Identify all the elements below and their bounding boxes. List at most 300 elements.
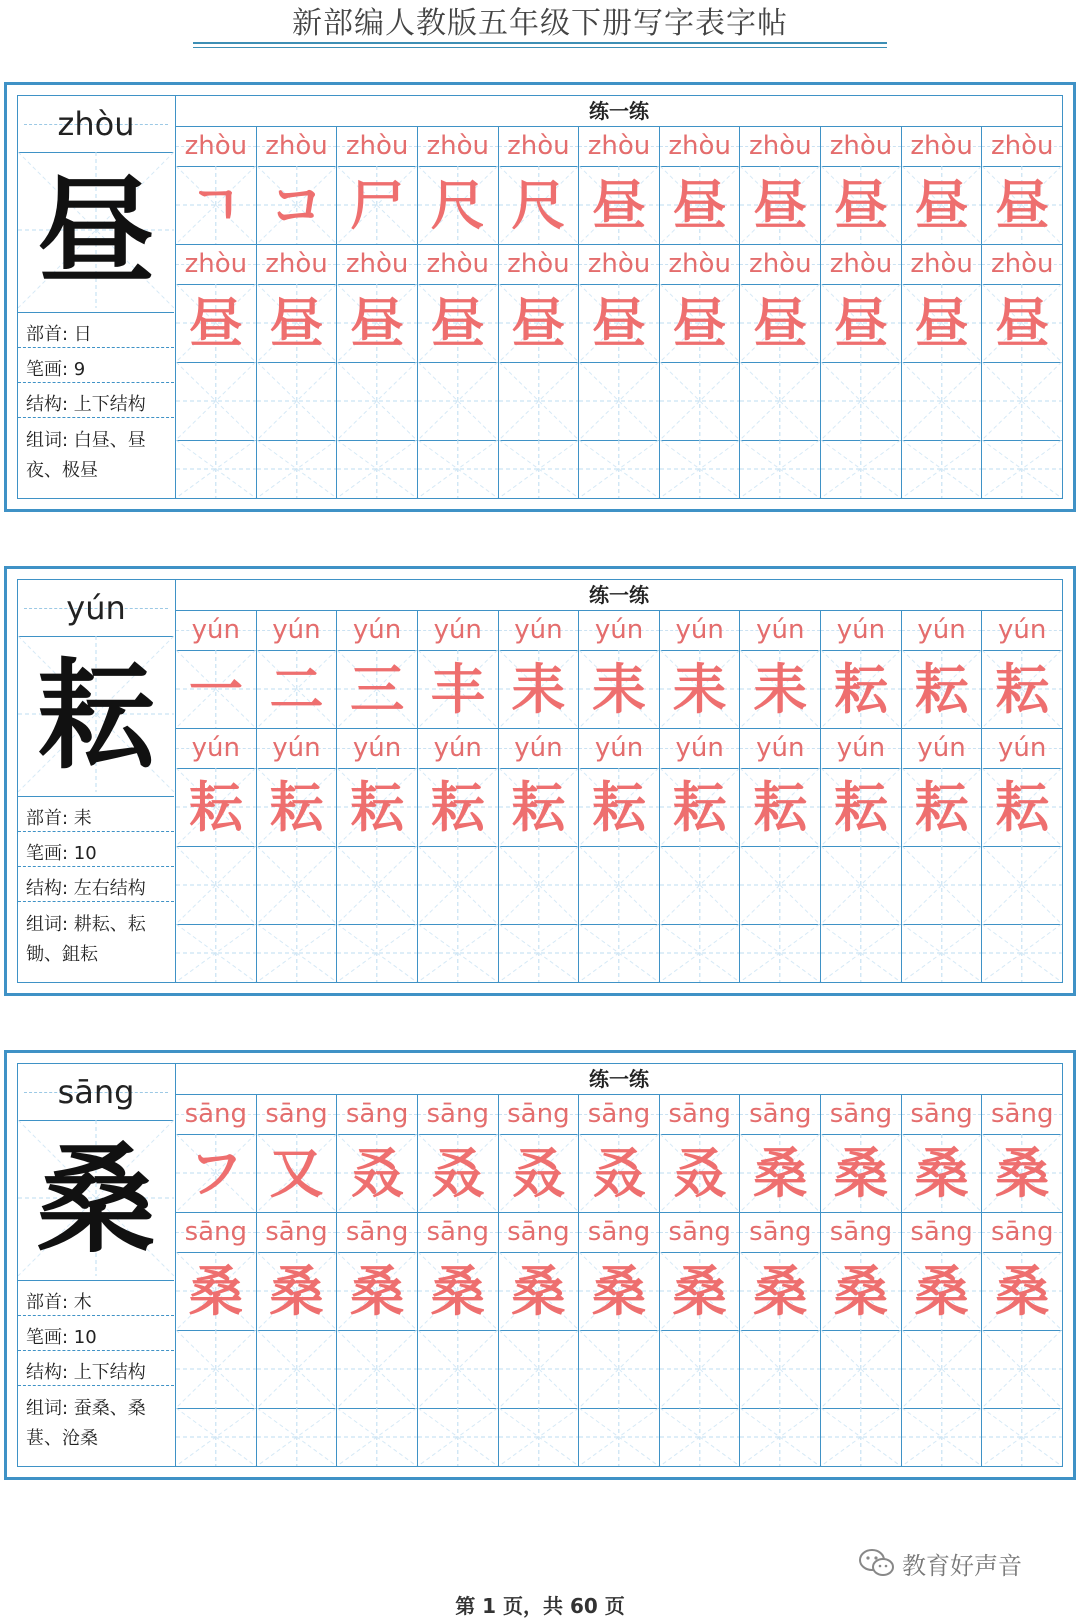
wechat-icon bbox=[858, 1548, 896, 1578]
writing-cell[interactable] bbox=[579, 440, 660, 498]
trace-char: 桑 bbox=[995, 1259, 1050, 1323]
stroke-step-char: 又 bbox=[269, 1141, 324, 1205]
trace-char: 昼 bbox=[430, 291, 485, 355]
stroke-step-char: 耘 bbox=[833, 657, 888, 721]
writing-cell[interactable] bbox=[418, 768, 499, 846]
writing-cell[interactable] bbox=[821, 166, 902, 244]
pinyin-cell bbox=[418, 1094, 499, 1134]
trace-char: 昼 bbox=[592, 291, 647, 355]
stroke-step-char: 昼 bbox=[914, 173, 969, 237]
pinyin-text: sāng bbox=[910, 1099, 973, 1129]
pinyin-text: zhòu bbox=[587, 131, 651, 161]
writing-cell[interactable] bbox=[337, 166, 418, 244]
writing-cell[interactable] bbox=[579, 284, 660, 362]
trace-char: 桑 bbox=[511, 1259, 566, 1323]
pinyin-text: sāng bbox=[426, 1217, 489, 1247]
writing-cell[interactable] bbox=[337, 846, 418, 924]
writing-cell[interactable] bbox=[660, 284, 741, 362]
brand-name: 教育好声音 bbox=[902, 1551, 1022, 1580]
writing-cell[interactable] bbox=[418, 362, 499, 440]
stroke-step-char: 耒 bbox=[672, 657, 727, 721]
pinyin-text: yún bbox=[433, 733, 482, 763]
writing-row bbox=[176, 768, 1062, 847]
model-character-box bbox=[18, 1120, 174, 1281]
pinyin-cell bbox=[337, 126, 418, 166]
trace-char: 桑 bbox=[430, 1259, 485, 1323]
writing-cell[interactable] bbox=[337, 1330, 418, 1408]
radical-info: 部首: 木 bbox=[26, 1292, 92, 1313]
writing-cell[interactable] bbox=[821, 924, 902, 982]
writing-cell[interactable] bbox=[579, 362, 660, 440]
model-character-box bbox=[18, 636, 174, 797]
writing-cell[interactable] bbox=[257, 924, 338, 982]
pinyin-cell bbox=[579, 728, 660, 768]
trace-char: 耘 bbox=[914, 775, 969, 839]
writing-cell[interactable] bbox=[176, 768, 257, 846]
pinyin-box bbox=[18, 1064, 174, 1121]
writing-cell[interactable] bbox=[821, 1134, 902, 1212]
writing-cell[interactable] bbox=[821, 284, 902, 362]
writing-cell[interactable] bbox=[176, 924, 257, 982]
divider bbox=[18, 347, 174, 348]
pinyin-cell bbox=[257, 244, 338, 284]
trace-char: 昼 bbox=[995, 291, 1050, 355]
pinyin-cell bbox=[982, 610, 1062, 650]
writing-cell[interactable] bbox=[740, 166, 821, 244]
writing-cell[interactable] bbox=[176, 362, 257, 440]
writing-cell[interactable] bbox=[418, 166, 499, 244]
pinyin-cell bbox=[740, 244, 821, 284]
stroke-count-info: 笔画: 9 bbox=[26, 359, 86, 380]
writing-cell[interactable] bbox=[337, 768, 418, 846]
writing-cell[interactable] bbox=[418, 1134, 499, 1212]
stroke-step-char: 三 bbox=[350, 657, 405, 721]
stroke-step-char: 耒 bbox=[511, 657, 566, 721]
character-info-panel bbox=[18, 1064, 176, 1466]
pinyin-text: zhòu bbox=[184, 131, 248, 161]
writing-cell[interactable] bbox=[660, 1330, 741, 1408]
pinyin-cell bbox=[176, 126, 257, 166]
writing-cell[interactable] bbox=[821, 1252, 902, 1330]
writing-cell[interactable] bbox=[257, 1134, 338, 1212]
writing-cell[interactable] bbox=[337, 1252, 418, 1330]
pinyin-text: yún bbox=[917, 615, 966, 645]
pinyin-cell bbox=[740, 610, 821, 650]
pinyin-cell bbox=[418, 610, 499, 650]
writing-cell[interactable] bbox=[902, 284, 983, 362]
writing-cell[interactable] bbox=[660, 924, 741, 982]
stroke-step-char: 叒 bbox=[592, 1141, 647, 1205]
pinyin-cell bbox=[982, 244, 1062, 284]
stroke-step-char: コ bbox=[269, 173, 324, 237]
writing-cell[interactable] bbox=[257, 650, 338, 728]
stroke-step-char: 丰 bbox=[430, 657, 485, 721]
pinyin-text: sāng bbox=[265, 1099, 328, 1129]
writing-cell[interactable] bbox=[499, 650, 580, 728]
character-block bbox=[4, 1050, 1076, 1480]
writing-cell[interactable] bbox=[499, 1330, 580, 1408]
writing-cell[interactable] bbox=[579, 846, 660, 924]
divider bbox=[18, 866, 174, 867]
pinyin-text: sāng bbox=[184, 1217, 248, 1247]
writing-cell[interactable] bbox=[740, 924, 821, 982]
writing-cell[interactable] bbox=[499, 362, 580, 440]
writing-cell[interactable] bbox=[499, 1134, 580, 1212]
writing-cell[interactable] bbox=[418, 924, 499, 982]
divider bbox=[18, 417, 174, 418]
writing-cell[interactable] bbox=[579, 924, 660, 982]
writing-row bbox=[176, 650, 1062, 729]
writing-cell[interactable] bbox=[337, 362, 418, 440]
writing-cell[interactable] bbox=[740, 362, 821, 440]
pinyin-cell bbox=[982, 1094, 1062, 1134]
divider bbox=[18, 901, 174, 902]
trace-char: 桑 bbox=[592, 1259, 647, 1323]
pinyin-text: zhòu bbox=[749, 131, 812, 161]
writing-cell[interactable] bbox=[660, 650, 741, 728]
pinyin-row bbox=[176, 244, 1062, 285]
divider bbox=[18, 1385, 174, 1386]
writing-cell[interactable] bbox=[902, 1134, 983, 1212]
writing-cell[interactable] bbox=[499, 284, 580, 362]
trace-char: 昼 bbox=[350, 291, 405, 355]
model-character: 耘 bbox=[36, 646, 155, 785]
writing-cell[interactable] bbox=[337, 1134, 418, 1212]
writing-cell[interactable] bbox=[660, 440, 741, 498]
words-info-line1: 组词: 耕耘、耘 bbox=[26, 914, 146, 935]
pinyin-cell bbox=[982, 728, 1062, 768]
writing-cell[interactable] bbox=[176, 284, 257, 362]
writing-cell[interactable] bbox=[660, 362, 741, 440]
stroke-step-char: 叒 bbox=[430, 1141, 485, 1205]
writing-cell[interactable] bbox=[821, 650, 902, 728]
pinyin-cell bbox=[902, 244, 983, 284]
pinyin-cell bbox=[418, 1212, 499, 1252]
writing-cell[interactable] bbox=[499, 166, 580, 244]
writing-cell[interactable] bbox=[499, 1408, 580, 1466]
pinyin-text: zhòu bbox=[345, 131, 409, 161]
writing-cell[interactable] bbox=[176, 166, 257, 244]
trace-char: 桑 bbox=[833, 1259, 888, 1323]
writing-row bbox=[176, 924, 1062, 982]
writing-cell[interactable] bbox=[418, 1330, 499, 1408]
writing-cell[interactable] bbox=[418, 284, 499, 362]
pinyin-text: yún bbox=[191, 615, 240, 645]
pinyin-text: zhòu bbox=[507, 249, 570, 279]
pinyin-text: sāng bbox=[910, 1217, 973, 1247]
pinyin-text: yún bbox=[272, 615, 321, 645]
pinyin-text: sāng bbox=[990, 1217, 1054, 1247]
pinyin-cell bbox=[579, 244, 660, 284]
writing-cell[interactable] bbox=[418, 1408, 499, 1466]
writing-cell[interactable] bbox=[740, 440, 821, 498]
trace-char: 桑 bbox=[914, 1259, 969, 1323]
writing-cell[interactable] bbox=[660, 1252, 741, 1330]
writing-cell[interactable] bbox=[337, 440, 418, 498]
pinyin-text: zhòu bbox=[829, 249, 893, 279]
pinyin-cell bbox=[257, 610, 338, 650]
writing-cell[interactable] bbox=[982, 362, 1062, 440]
pinyin-text: zhòu bbox=[749, 249, 812, 279]
words-info-line2: 夜、极昼 bbox=[26, 460, 98, 481]
writing-cell[interactable] bbox=[579, 768, 660, 846]
stroke-step-char: 尸 bbox=[350, 173, 405, 237]
writing-cell[interactable] bbox=[176, 846, 257, 924]
writing-cell[interactable] bbox=[821, 1330, 902, 1408]
trace-char: 耘 bbox=[995, 775, 1050, 839]
writing-row bbox=[176, 1330, 1062, 1409]
pinyin-cell bbox=[418, 728, 499, 768]
writing-cell[interactable] bbox=[660, 846, 741, 924]
pinyin-text: sāng bbox=[587, 1099, 651, 1129]
pinyin-label: sāng bbox=[57, 1073, 135, 1111]
writing-row bbox=[176, 440, 1062, 498]
pinyin-cell bbox=[337, 244, 418, 284]
pinyin-text: zhòu bbox=[426, 131, 489, 161]
writing-cell[interactable] bbox=[821, 768, 902, 846]
writing-cell[interactable] bbox=[982, 768, 1062, 846]
writing-cell[interactable] bbox=[740, 768, 821, 846]
writing-cell[interactable] bbox=[902, 1330, 983, 1408]
writing-cell[interactable] bbox=[982, 166, 1062, 244]
writing-cell[interactable] bbox=[499, 846, 580, 924]
writing-cell[interactable] bbox=[176, 650, 257, 728]
stroke-step-char: 耘 bbox=[995, 657, 1050, 721]
pinyin-text: sāng bbox=[990, 1099, 1054, 1129]
writing-cell[interactable] bbox=[418, 650, 499, 728]
stroke-step-char: ㄱ bbox=[189, 173, 242, 237]
writing-cell[interactable] bbox=[740, 1252, 821, 1330]
pinyin-cell bbox=[902, 1094, 983, 1134]
pinyin-row bbox=[176, 1212, 1062, 1253]
stroke-step-char: 昼 bbox=[753, 173, 808, 237]
trace-char: 耘 bbox=[511, 775, 566, 839]
writing-cell[interactable] bbox=[821, 362, 902, 440]
pinyin-cell bbox=[660, 126, 741, 166]
pinyin-cell bbox=[660, 728, 741, 768]
writing-cell[interactable] bbox=[257, 768, 338, 846]
pinyin-text: zhòu bbox=[587, 249, 651, 279]
writing-cell[interactable] bbox=[982, 440, 1062, 498]
writing-cell[interactable] bbox=[982, 1134, 1062, 1212]
structure-info: 结构: 左右结构 bbox=[26, 878, 146, 899]
writing-cell[interactable] bbox=[902, 1252, 983, 1330]
character-info-panel bbox=[18, 580, 176, 982]
stroke-step-char: 一 bbox=[188, 657, 243, 721]
writing-cell[interactable] bbox=[176, 1134, 257, 1212]
practice-label: 练一练 bbox=[176, 580, 1062, 611]
pinyin-text: sāng bbox=[345, 1217, 409, 1247]
writing-cell[interactable] bbox=[982, 924, 1062, 982]
pinyin-text: zhòu bbox=[829, 131, 893, 161]
writing-cell[interactable] bbox=[740, 846, 821, 924]
practice-label: 练一练 bbox=[176, 1064, 1062, 1095]
pinyin-cell bbox=[176, 244, 257, 284]
page-number: 第 1 页，共 60 页 bbox=[455, 1594, 625, 1618]
pinyin-text: yún bbox=[272, 733, 321, 763]
writing-cell[interactable] bbox=[902, 768, 983, 846]
pinyin-text: yún bbox=[998, 733, 1047, 763]
writing-cell[interactable] bbox=[257, 1330, 338, 1408]
pinyin-text: yún bbox=[352, 733, 402, 763]
character-block bbox=[4, 82, 1076, 512]
pinyin-row bbox=[176, 1094, 1062, 1135]
practice-grid bbox=[176, 580, 1062, 982]
writing-cell[interactable] bbox=[579, 1408, 660, 1466]
writing-cell[interactable] bbox=[257, 362, 338, 440]
writing-cell[interactable] bbox=[176, 1252, 257, 1330]
writing-cell[interactable] bbox=[176, 1330, 257, 1408]
writing-cell[interactable] bbox=[257, 1408, 338, 1466]
writing-cell[interactable] bbox=[902, 166, 983, 244]
writing-cell[interactable] bbox=[982, 650, 1062, 728]
pinyin-text: zhòu bbox=[184, 249, 248, 279]
writing-cell[interactable] bbox=[418, 846, 499, 924]
trace-char: 桑 bbox=[672, 1259, 727, 1323]
pinyin-text: sāng bbox=[829, 1217, 893, 1247]
writing-cell[interactable] bbox=[499, 924, 580, 982]
stroke-step-char: 叒 bbox=[672, 1141, 727, 1205]
radical-info: 部首: 日 bbox=[26, 324, 92, 345]
pinyin-text: zhòu bbox=[426, 249, 489, 279]
pinyin-text: yún bbox=[594, 733, 644, 763]
writing-cell[interactable] bbox=[660, 1408, 741, 1466]
pinyin-cell bbox=[740, 1094, 821, 1134]
pinyin-cell bbox=[337, 610, 418, 650]
pinyin-text: sāng bbox=[426, 1099, 489, 1129]
stroke-step-char: 二 bbox=[269, 657, 324, 721]
writing-cell[interactable] bbox=[902, 1408, 983, 1466]
writing-cell[interactable] bbox=[982, 1252, 1062, 1330]
pinyin-cell bbox=[821, 1094, 902, 1134]
writing-cell[interactable] bbox=[821, 846, 902, 924]
pinyin-cell bbox=[176, 1212, 257, 1252]
writing-cell[interactable] bbox=[982, 846, 1062, 924]
pinyin-cell bbox=[821, 1212, 902, 1252]
writing-cell[interactable] bbox=[418, 440, 499, 498]
writing-cell[interactable] bbox=[740, 1330, 821, 1408]
stroke-step-char: 昼 bbox=[995, 173, 1050, 237]
pinyin-text: zhòu bbox=[345, 249, 409, 279]
writing-cell[interactable] bbox=[579, 1252, 660, 1330]
writing-cell[interactable] bbox=[499, 440, 580, 498]
pinyin-text: yún bbox=[756, 615, 805, 645]
trace-char: 耘 bbox=[833, 775, 888, 839]
writing-cell[interactable] bbox=[660, 166, 741, 244]
pinyin-cell bbox=[499, 244, 580, 284]
pinyin-cell bbox=[660, 1212, 741, 1252]
writing-cell[interactable] bbox=[579, 1330, 660, 1408]
pinyin-text: yún bbox=[433, 615, 482, 645]
divider bbox=[18, 1350, 174, 1351]
pinyin-text: zhòu bbox=[668, 249, 731, 279]
writing-cell[interactable] bbox=[257, 284, 338, 362]
writing-cell[interactable] bbox=[740, 650, 821, 728]
pinyin-cell bbox=[176, 1094, 257, 1134]
writing-cell[interactable] bbox=[418, 1252, 499, 1330]
writing-cell[interactable] bbox=[579, 1134, 660, 1212]
writing-cell[interactable] bbox=[902, 440, 983, 498]
writing-cell[interactable] bbox=[337, 1408, 418, 1466]
pinyin-text: zhòu bbox=[507, 131, 570, 161]
pinyin-text: sāng bbox=[749, 1217, 812, 1247]
writing-cell[interactable] bbox=[902, 924, 983, 982]
writing-cell[interactable] bbox=[821, 440, 902, 498]
writing-cell[interactable] bbox=[579, 650, 660, 728]
pinyin-cell bbox=[902, 728, 983, 768]
writing-cell[interactable] bbox=[337, 650, 418, 728]
writing-row bbox=[176, 1408, 1062, 1466]
writing-cell[interactable] bbox=[499, 1252, 580, 1330]
writing-cell[interactable] bbox=[982, 1330, 1062, 1408]
pinyin-cell bbox=[660, 244, 741, 284]
pinyin-text: sāng bbox=[184, 1099, 248, 1129]
writing-cell[interactable] bbox=[499, 768, 580, 846]
writing-cell[interactable] bbox=[337, 924, 418, 982]
trace-char: 昼 bbox=[672, 291, 727, 355]
pinyin-text: sāng bbox=[507, 1217, 570, 1247]
pinyin-cell bbox=[660, 610, 741, 650]
pinyin-text: yún bbox=[352, 615, 402, 645]
trace-char: 耘 bbox=[269, 775, 324, 839]
pinyin-cell bbox=[740, 126, 821, 166]
writing-cell[interactable] bbox=[740, 284, 821, 362]
writing-cell[interactable] bbox=[660, 768, 741, 846]
stroke-step-char: 昼 bbox=[672, 173, 727, 237]
writing-cell[interactable] bbox=[579, 166, 660, 244]
writing-cell[interactable] bbox=[257, 1252, 338, 1330]
pinyin-text: yún bbox=[675, 733, 724, 763]
model-character: 桑 bbox=[36, 1130, 155, 1269]
pinyin-cell bbox=[499, 1094, 580, 1134]
writing-cell[interactable] bbox=[821, 1408, 902, 1466]
stroke-step-char: 桑 bbox=[995, 1141, 1050, 1205]
words-info-line1: 组词: 白昼、昼 bbox=[26, 430, 146, 451]
writing-cell[interactable] bbox=[257, 846, 338, 924]
pinyin-cell bbox=[257, 1212, 338, 1252]
writing-cell[interactable] bbox=[982, 284, 1062, 362]
trace-char: 耘 bbox=[592, 775, 647, 839]
divider bbox=[18, 1315, 174, 1316]
trace-char: 昼 bbox=[269, 291, 324, 355]
pinyin-text: zhòu bbox=[668, 131, 731, 161]
stroke-step-char: 耒 bbox=[592, 657, 647, 721]
writing-cell[interactable] bbox=[740, 1134, 821, 1212]
writing-cell[interactable] bbox=[982, 1408, 1062, 1466]
writing-cell[interactable] bbox=[176, 440, 257, 498]
pinyin-text: sāng bbox=[749, 1099, 812, 1129]
writing-cell[interactable] bbox=[257, 440, 338, 498]
writing-cell[interactable] bbox=[902, 846, 983, 924]
writing-cell[interactable] bbox=[902, 650, 983, 728]
writing-cell[interactable] bbox=[660, 1134, 741, 1212]
pinyin-cell bbox=[418, 126, 499, 166]
writing-cell[interactable] bbox=[257, 166, 338, 244]
practice-label: 练一练 bbox=[176, 96, 1062, 127]
structure-info: 结构: 上下结构 bbox=[26, 1362, 146, 1383]
pinyin-label: yún bbox=[66, 589, 126, 627]
writing-cell[interactable] bbox=[337, 284, 418, 362]
writing-cell[interactable] bbox=[176, 1408, 257, 1466]
stroke-step-char: 桑 bbox=[914, 1141, 969, 1205]
trace-char: 桑 bbox=[350, 1259, 405, 1323]
pinyin-text: yún bbox=[756, 733, 805, 763]
page-header bbox=[0, 0, 1080, 60]
pinyin-cell bbox=[740, 1212, 821, 1252]
pinyin-cell bbox=[740, 728, 821, 768]
writing-cell[interactable] bbox=[902, 362, 983, 440]
writing-cell[interactable] bbox=[740, 1408, 821, 1466]
